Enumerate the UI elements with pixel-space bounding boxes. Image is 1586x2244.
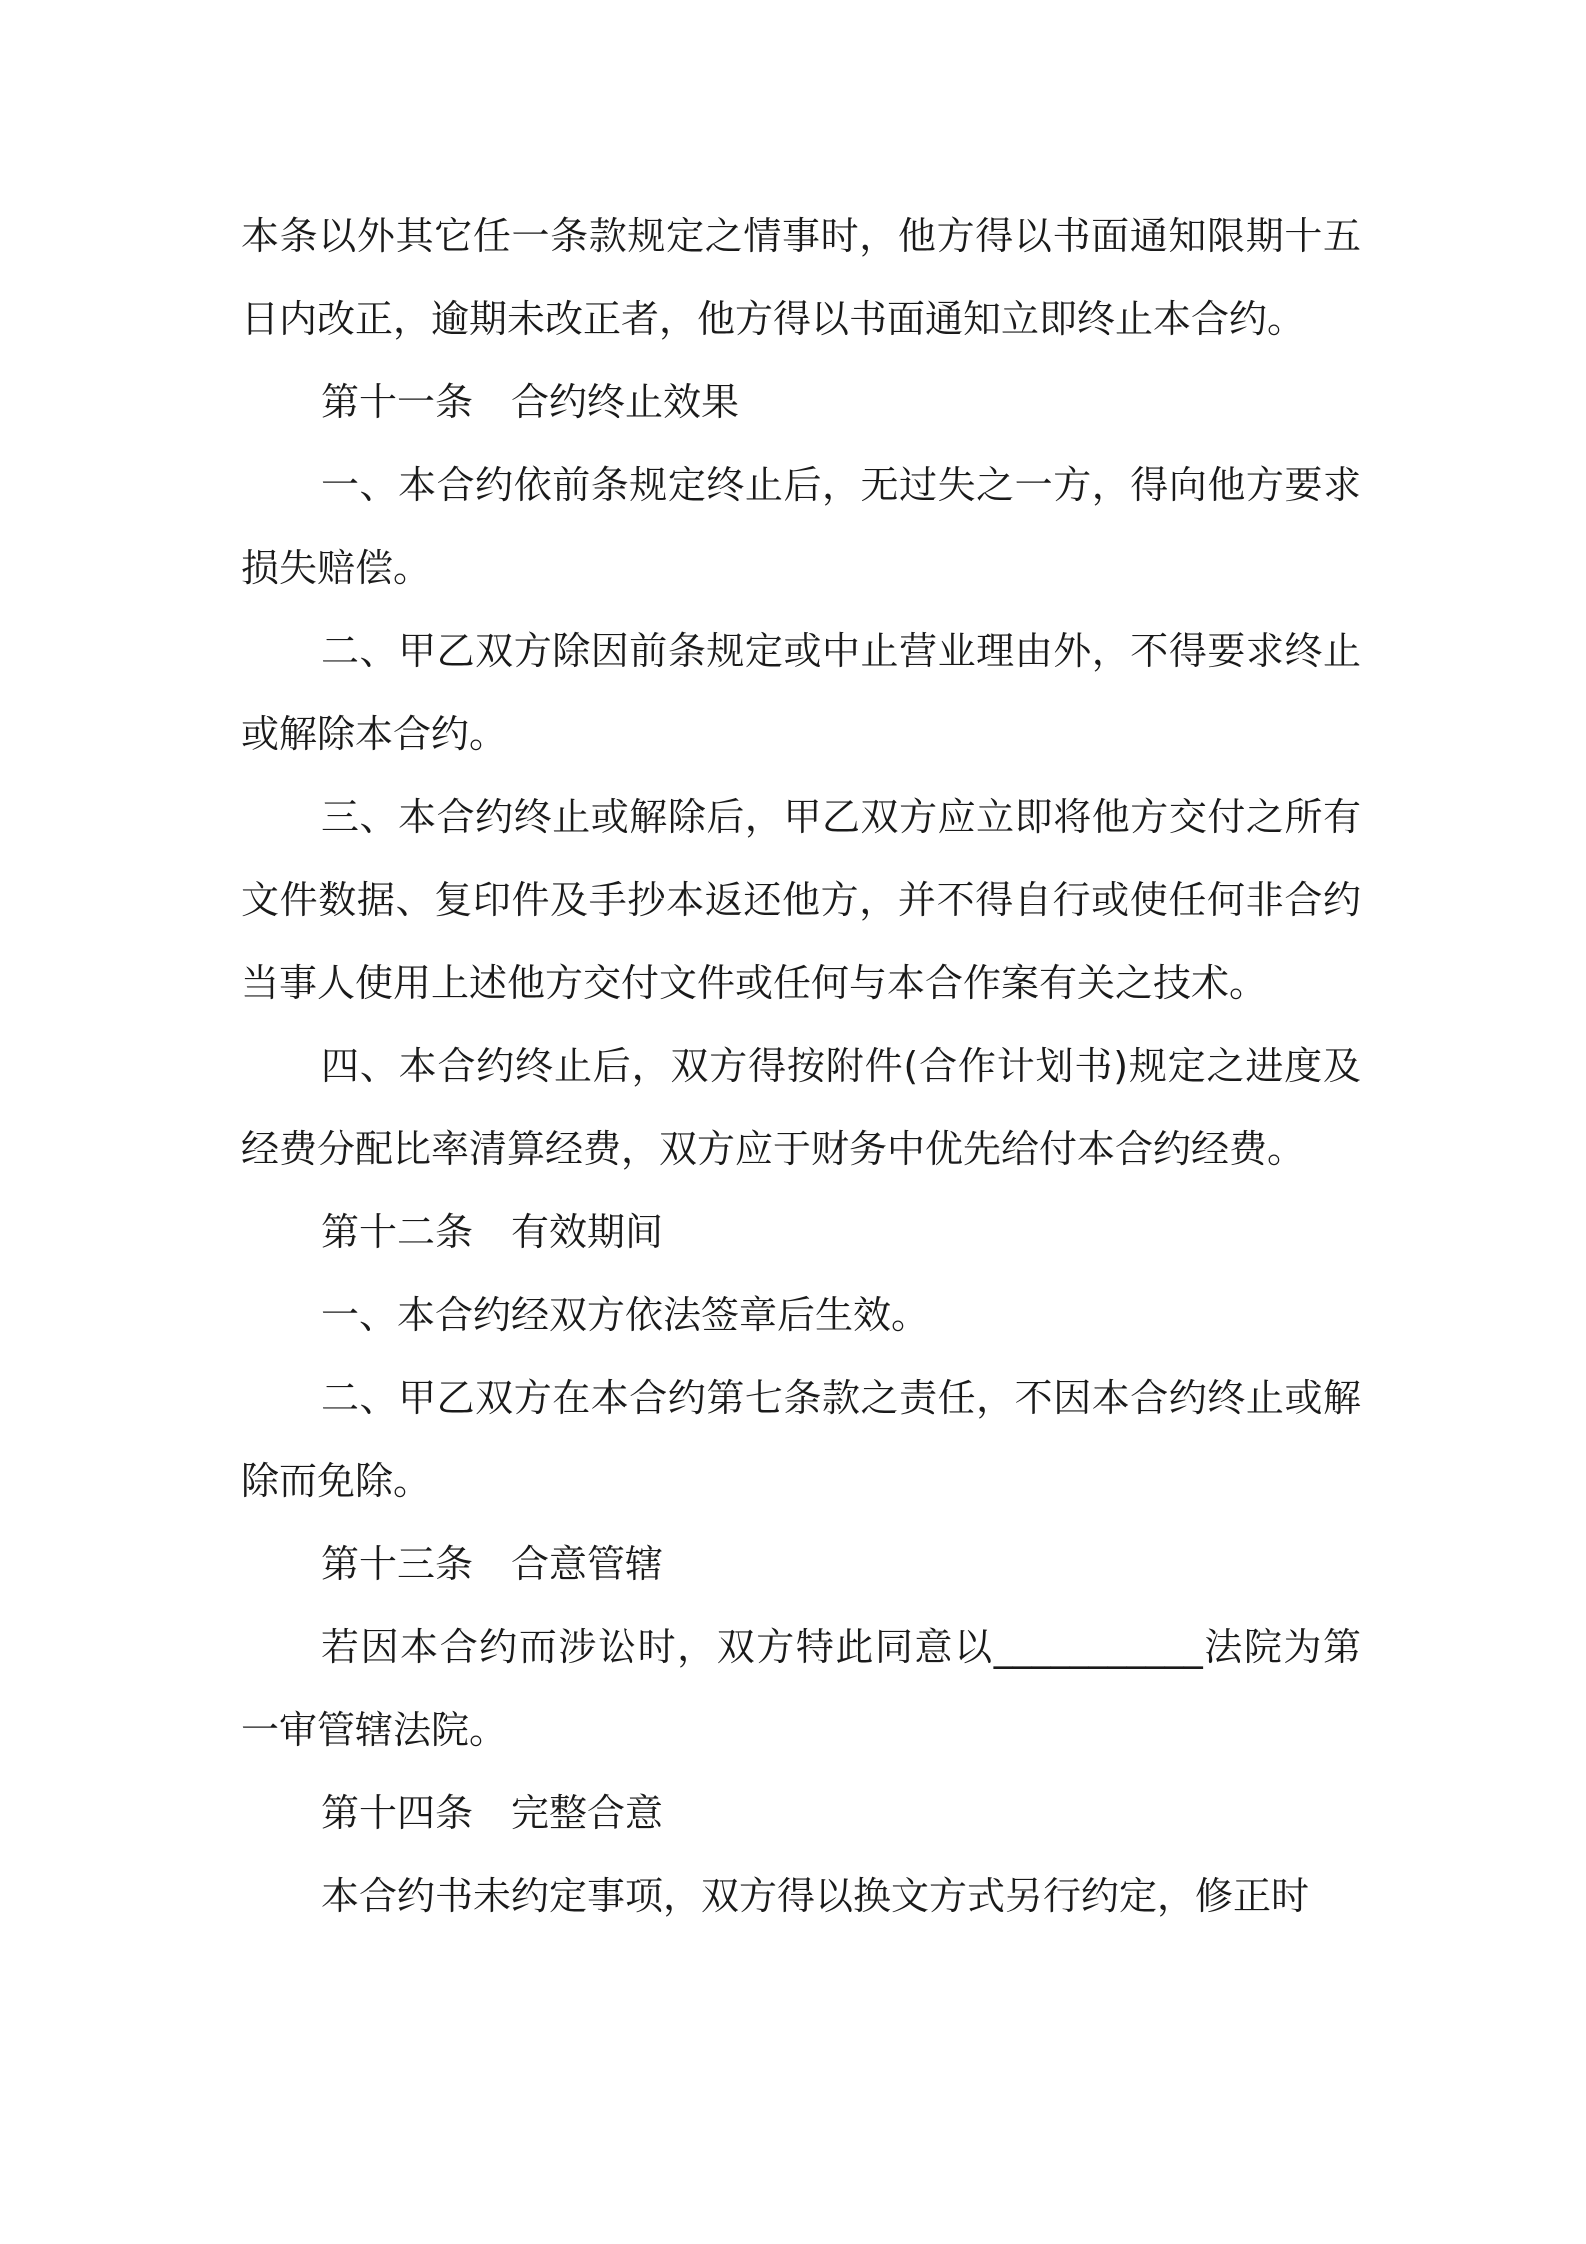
- heading-article-12: 第十二条 有效期间: [321, 1210, 664, 1254]
- paragraph-article11-clause1: 一、本合约依前条规定终止后，无过失之一方，得向他方要求损失赔偿。: [241, 463, 1361, 590]
- paragraph-article13-jurisdiction: 若因本合约而涉讼时，双方特此同意以___________法院为第一审管辖法院。: [241, 1625, 1361, 1752]
- paragraph-article11-clause4: 四、本合约终止后，双方得按附件(合作计划书)规定之进度及经费分配比率清算经费，双方应于财务中优先给付本合约经费。: [241, 1044, 1361, 1171]
- paragraph-article10-continuation: 本条以外其它任一条款规定之情事时，他方得以书面通知限期十五日内改正，逾期未改正者，他方得以书面通知立即终止本合约。: [241, 214, 1361, 341]
- paragraph-article12-clause1: 一、本合约经双方依法签章后生效。: [321, 1293, 930, 1337]
- contract-body: [241, 195, 1361, 1938]
- heading-article-13: 第十三条 合意管辖: [321, 1542, 664, 1586]
- paragraph-article14-start: 本合约书未约定事项，双方得以换文方式另行约定，修正时: [321, 1874, 1310, 1918]
- paragraph-article11-clause3: 三、本合约终止或解除后，甲乙双方应立即将他方交付之所有文件数据、复印件及手抄本返还他方，并不得自行或使任何非合约当事人使用上述他方交付文件或任何与本合作案有关之技术。: [241, 795, 1361, 1005]
- paragraph-article12-clause2: 二、甲乙双方在本合约第七条款之责任，不因本合约终止或解除而免除。: [241, 1376, 1361, 1503]
- heading-article-14: 第十四条 完整合意: [321, 1791, 664, 1835]
- heading-article-11: 第十一条 合约终止效果: [321, 380, 740, 424]
- paragraph-article11-clause2: 二、甲乙双方除因前条规定或中止营业理由外，不得要求终止或解除本合约。: [241, 629, 1361, 756]
